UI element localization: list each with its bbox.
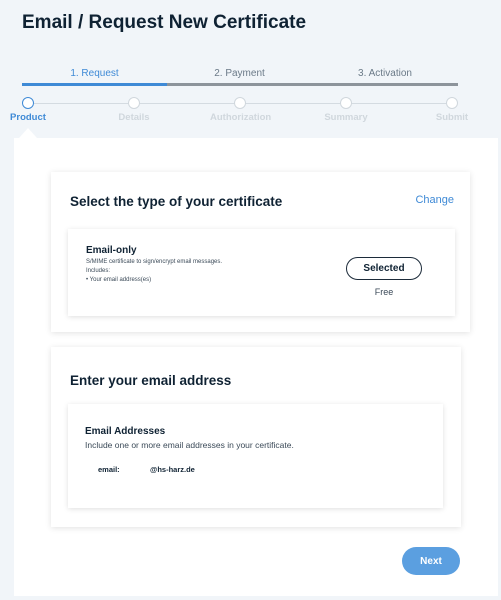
certificate-type-heading: Select the type of your certificate <box>70 194 283 209</box>
stage-activation-label: 3. Activation <box>358 68 412 79</box>
step-submit-dot <box>446 97 458 109</box>
email-addresses-box <box>68 404 443 508</box>
product-description-line: • Your email address(es) <box>86 277 152 283</box>
product-price: Free <box>374 287 394 297</box>
change-link[interactable]: Change <box>415 194 454 206</box>
product-description-line: S/MIME certificate to sign/encrypt email messages. <box>86 259 223 265</box>
step-summary[interactable] <box>316 96 376 123</box>
step-product[interactable] <box>0 96 58 123</box>
product-option-email-only <box>68 229 455 316</box>
stage-activation-bar <box>312 83 458 86</box>
email-field-label: email: <box>98 465 120 474</box>
email-field-value[interactable]: @hs-harz.de <box>150 465 195 474</box>
email-addresses-title: Email Addresses <box>85 426 166 437</box>
step-submit-label: Submit <box>435 112 469 123</box>
email-section-heading: Enter your email address <box>70 373 232 388</box>
step-authorization-label: Authorization <box>210 112 272 123</box>
stage-progress <box>22 68 458 86</box>
step-submit[interactable] <box>422 96 482 123</box>
next-button[interactable]: Next <box>402 547 460 575</box>
email-addresses-description: Include one or more email addresses in your certificate. <box>85 440 294 450</box>
product-description-line: Includes: <box>86 268 111 274</box>
stage-payment-bar <box>167 83 312 86</box>
step-summary-label: Summary <box>324 112 368 123</box>
step-product-label: Product <box>10 112 46 123</box>
stage-activation[interactable] <box>312 68 458 86</box>
step-authorization[interactable] <box>210 96 270 123</box>
stage-request-label: 1. Request <box>70 68 119 79</box>
step-details-dot <box>128 97 140 109</box>
product-description <box>86 258 222 285</box>
stage-request-bar <box>22 83 167 86</box>
step-details[interactable] <box>104 96 164 123</box>
stage-payment[interactable] <box>167 68 312 86</box>
certificate-type-card <box>51 172 470 332</box>
page-title: Email / Request New Certificate <box>22 12 307 33</box>
email-address-card <box>51 347 461 527</box>
step-authorization-dot <box>234 97 246 109</box>
step-summary-dot <box>340 97 352 109</box>
stage-request[interactable] <box>22 68 167 86</box>
product-name: Email-only <box>86 245 137 256</box>
step-indicator <box>0 96 501 130</box>
panel-notch <box>19 128 37 138</box>
stage-payment-label: 2. Payment <box>214 68 265 79</box>
step-details-label: Details <box>118 112 150 123</box>
selected-button[interactable]: Selected <box>346 257 422 280</box>
step-product-dot <box>22 97 34 109</box>
